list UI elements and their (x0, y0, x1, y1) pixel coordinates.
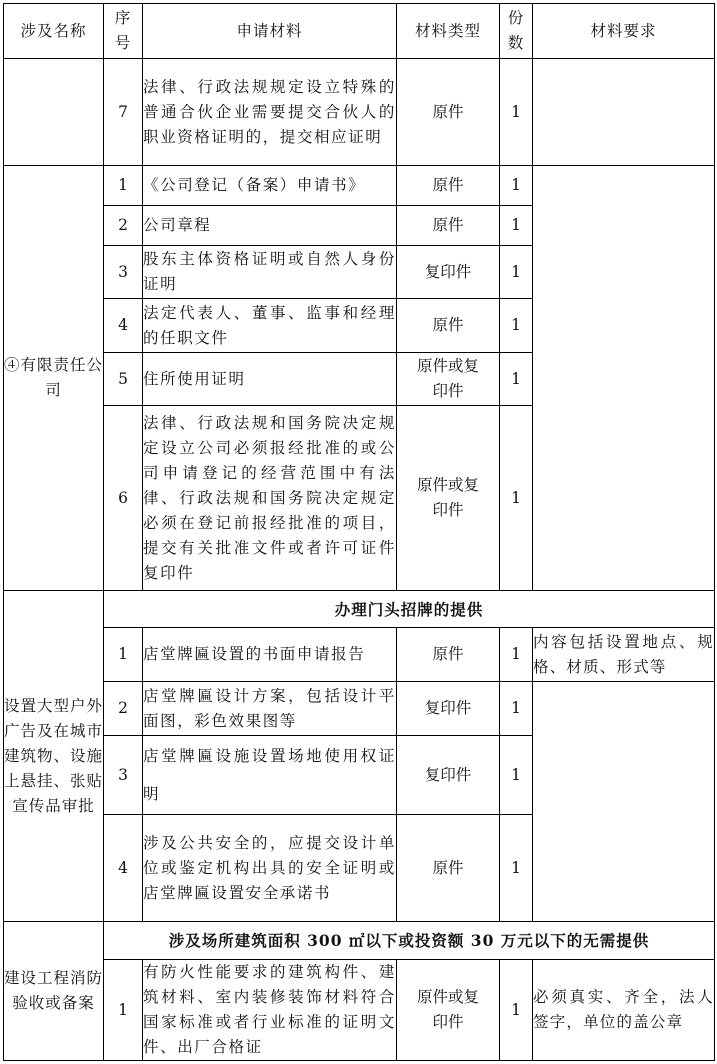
copies-cell: 1 (500, 166, 533, 206)
copies-cell: 1 (500, 736, 533, 815)
material-cell: 住所使用证明 (143, 353, 397, 406)
material-cell: 法律、行政法规和国务院决定规定设立公司必须报经批准的或公司申请登记的经营范围中有法律、行政法规和国务院决定规定必须在登记前报经批准的项目，提交有关批准文件或者许可证件复印件 (143, 406, 397, 591)
header-row (4, 4, 715, 59)
material-cell: 法定代表人、董事、监事和经理的任职文件 (143, 299, 397, 353)
header-copies: 份数 (500, 4, 533, 59)
copies-cell: 1 (500, 815, 533, 922)
section-banner: 办理门头招牌的提供 (104, 591, 715, 628)
requirement-cell (533, 166, 715, 591)
type-cell: 原件 (397, 166, 500, 206)
material-cell: 涉及公共安全的，应提交设计单位或鉴定机构出具的安全证明或店堂牌匾设置安全承诺书 (143, 815, 397, 922)
seq-cell: 3 (104, 736, 143, 815)
table-row (4, 628, 715, 682)
section-banner: 涉及场所建筑面积 300 ㎡以下或投资额 30 万元以下的无需提供 (104, 922, 715, 960)
type-cell: 原件或复印件 (397, 353, 500, 406)
requirement-cell: 必须真实、齐全，法人签字，单位的盖公章 (533, 960, 715, 1061)
seq-cell: 7 (104, 59, 143, 166)
table-row (4, 960, 715, 1061)
seq-cell: 2 (104, 206, 143, 246)
table-row (4, 166, 715, 206)
copies-cell: 1 (500, 406, 533, 591)
material-cell: 有防火性能要求的建筑构件、建筑材料、室内装修装饰材料符合国家标准或者行业标准的证明文件、出厂合格证 (143, 960, 397, 1061)
copies-cell: 1 (500, 299, 533, 353)
table-row (4, 682, 715, 736)
header-seq: 序号 (104, 4, 143, 59)
type-cell: 原件 (397, 59, 500, 166)
header-type: 材料类型 (397, 4, 500, 59)
seq-cell: 2 (104, 682, 143, 736)
copies-cell: 1 (500, 960, 533, 1061)
material-cell: 法律、行政法规规定设立特殊的普通合伙企业需要提交合伙人的职业资格证明的，提交相应证明 (143, 59, 397, 166)
header-requirement: 材料要求 (533, 4, 715, 59)
seq-cell: 3 (104, 246, 143, 299)
copies-cell: 1 (500, 628, 533, 682)
category-cell-fire: 建设工程消防验收或备案 (4, 922, 104, 1061)
material-cell: 公司章程 (143, 206, 397, 246)
material-cell: 店堂牌匾设计方案，包括设计平面图，彩色效果图等 (143, 682, 397, 736)
banner-row (4, 922, 715, 960)
type-cell: 原件或复印件 (397, 406, 500, 591)
type-cell: 复印件 (397, 682, 500, 736)
copies-cell: 1 (500, 59, 533, 166)
category-cell-signage: 设置大型户外广告及在城市建筑物、设施上悬挂、张贴宣传品审批 (4, 591, 104, 922)
seq-cell: 5 (104, 353, 143, 406)
seq-cell: 4 (104, 815, 143, 922)
type-cell: 原件 (397, 299, 500, 353)
materials-table (3, 3, 715, 1061)
header-material: 申请材料 (143, 4, 397, 59)
material-cell: 《公司登记（备案）申请书》 (143, 166, 397, 206)
type-cell: 复印件 (397, 246, 500, 299)
banner-row (4, 591, 715, 628)
copies-cell: 1 (500, 206, 533, 246)
type-cell: 原件或复印件 (397, 960, 500, 1061)
type-cell: 原件 (397, 815, 500, 922)
seq-cell: 1 (104, 960, 143, 1061)
seq-cell: 1 (104, 628, 143, 682)
copies-cell: 1 (500, 353, 533, 406)
type-cell: 原件 (397, 206, 500, 246)
type-cell: 复印件 (397, 736, 500, 815)
seq-cell: 4 (104, 299, 143, 353)
type-cell: 原件 (397, 628, 500, 682)
requirement-cell (533, 682, 715, 922)
category-cell-empty (4, 59, 104, 166)
requirement-cell: 内容包括设置地点、规格、材质、形式等 (533, 628, 715, 682)
copies-cell: 1 (500, 246, 533, 299)
seq-cell: 1 (104, 166, 143, 206)
table-row (4, 59, 715, 166)
category-cell-llc: ④有限责任公司 (4, 166, 104, 591)
material-cell: 店堂牌匾设施设置场地使用权证明 (143, 736, 397, 815)
material-cell: 股东主体资格证明或自然人身份证明 (143, 246, 397, 299)
requirement-cell (533, 59, 715, 166)
material-cell: 店堂牌匾设置的书面申请报告 (143, 628, 397, 682)
seq-cell: 6 (104, 406, 143, 591)
copies-cell: 1 (500, 682, 533, 736)
header-category: 涉及名称 (4, 4, 104, 59)
